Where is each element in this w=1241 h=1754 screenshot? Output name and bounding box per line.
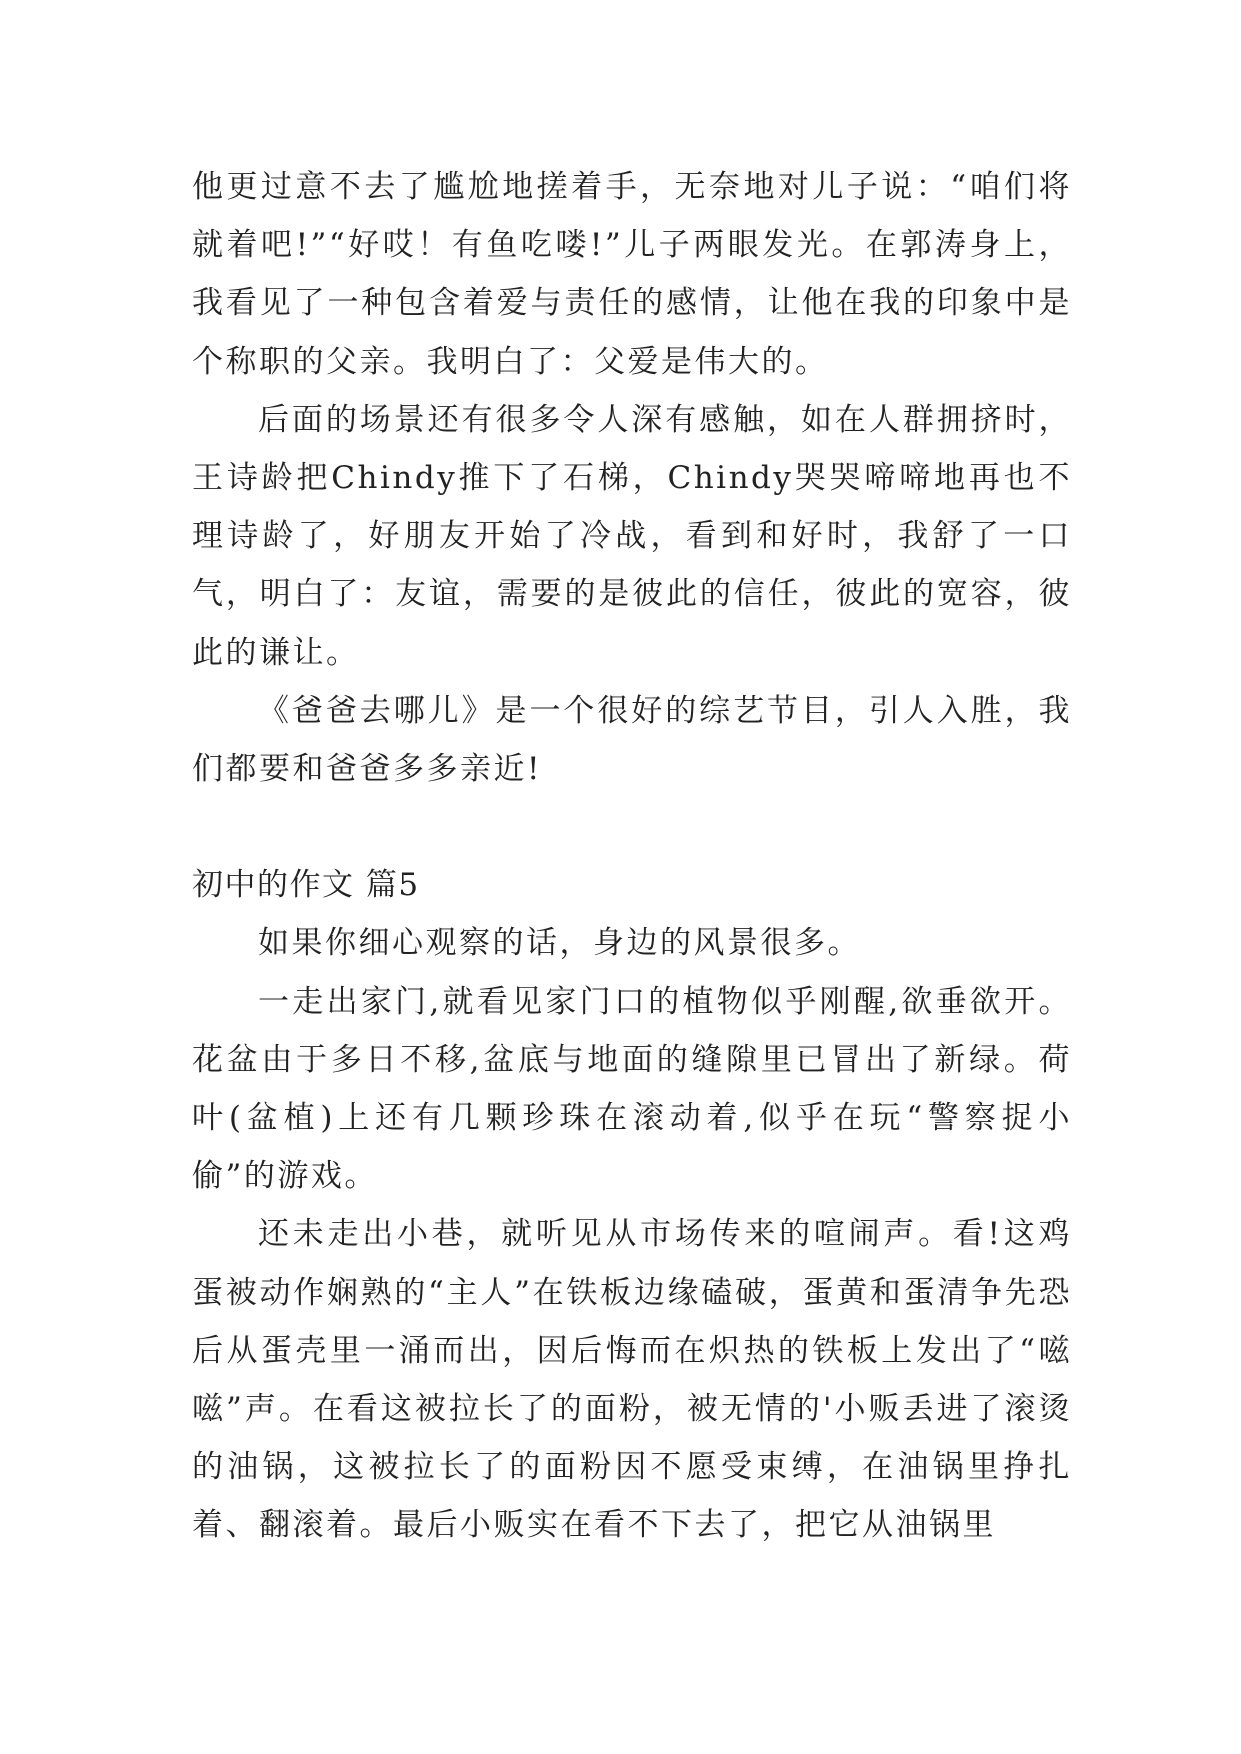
- paragraph-doorstep-plants: 一走出家门,就看见家门口的植物似乎刚醒,欲垂欲开。花盆由于多日不移,盆底与地面的缝隙里已冒出了新绿。荷叶(盆植)上还有几颗珍珠在滚动着,似乎在玩“警察捉小偷”的游戏。: [192, 983, 1072, 1195]
- section-heading: 初中的作文 篇5: [192, 867, 420, 904]
- paragraph-friendship: 后面的场景还有很多令人深有感触，如在人群拥挤时，王诗龄把Chindy推下了石梯，Chindy哭哭啼啼地再也不理诗龄了，好朋友开始了冷战，看到和好时，我舒了一口气，明白了：友谊，需要的是彼此的信任，彼此的宽容，彼此的谦让。: [192, 401, 1072, 671]
- document-body: [192, 158, 1072, 1555]
- paragraph-scenery-intro: 如果你细心观察的话，身边的风景很多。: [258, 925, 861, 962]
- paragraph-father-apology: 他更过意不去了尴尬地搓着手，无奈地对儿子说：“咱们将就着吧!”“好哎！有鱼吃喽!”儿子两眼发光。在郭涛身上，我看见了一种包含着爱与责任的感情，让他在我的印象中是个称职的父亲。我明白了：父爱是伟大的。: [192, 169, 1072, 380]
- paragraph-market-scene: 还未走出小巷，就听见从市场传来的喧闹声。看!这鸡蛋被动作娴熟的“主人”在铁板边缘磕破，蛋黄和蛋清争先恐后从蛋壳里一涌而出，因后悔而在炽热的铁板上发出了“嗞嗞”声。在看这被拉长了的面粉，被无情的'小贩丢进了滚烫的油锅，这被拉长了的面粉因不愿受束缚，在油锅里挣扎着、翻滚着。最后小贩实在看不下去了，把它从油锅里: [192, 1216, 1072, 1544]
- paragraph-show-conclusion: 《爸爸去哪儿》是一个很好的综艺节目，引人入胜，我们都要和爸爸多多亲近!: [192, 692, 1072, 788]
